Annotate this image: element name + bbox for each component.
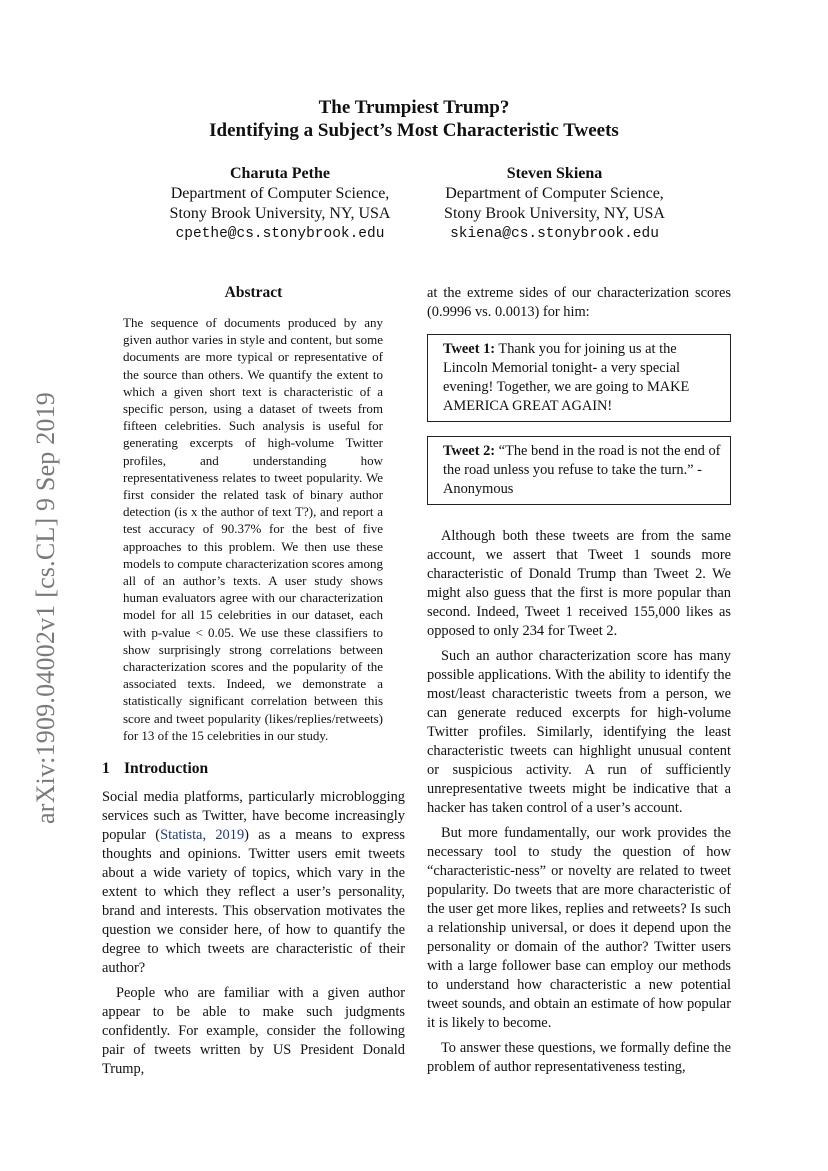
intro-paragraph-3: Although both these tweets are from the same account, we assert that Tweet 1 sounds more characteristic of Donald Trump than Tweet 2. We might also guess that the first is more popular than second. Indeed, Tweet 1 received 155,000 likes as opposed to only 234 for Tweet 2. [427, 528, 731, 639]
intro-paragraph-6: To answer these questions, we formally define the problem of author representativeness testing, [427, 1040, 731, 1075]
section-number: 1 [102, 760, 110, 778]
right-column [427, 284, 731, 1083]
tweet-text: “The bend in the road is not the end of the road unless you refuse to take the turn.” - Anonymous [443, 443, 721, 497]
paper-title [0, 96, 828, 142]
intro-paragraph-5: But more fundamentally, our work provides the necessary tool to study the question of how “characteristic-ness” or novelty are related to tweet popularity. Do tweets that are more characteristic of the user get more likes, replies and retweets? Is such a relationship universal, or does it depend upon the personality or domain of the author? Twitter users with a large follower base can employ our methods to understand how characteristic a new potential tweet sounds, and obtain an estimate of how popular it is likely to become. [427, 825, 731, 1031]
section-heading [102, 760, 405, 778]
intro-paragraph-1 [102, 788, 405, 978]
section-title: Introduction [124, 760, 209, 778]
paragraph-text: Social media platforms, particularly microblogging services such as Twitter, have become increasingly popular ( [102, 789, 405, 844]
author-email: cpethe@cs.stonybrook.edu [175, 226, 385, 242]
continued-paragraph: at the extreme sides of our characterization scores (0.9996 vs. 0.0013) for him: [427, 285, 731, 320]
author-email: skiena@cs.stonybrook.edu [450, 226, 659, 242]
author-block-2 [432, 164, 677, 244]
author-name: Charuta Pethe [230, 165, 330, 182]
left-column [102, 284, 405, 1085]
author-university: Stony Brook University, NY, USA [444, 205, 665, 222]
abstract-heading: Abstract [224, 284, 283, 301]
tweet-text: Thank you for joining us at the Lincoln Memorial tonight- a very special evening! Together, we are going to MAKE AMERICA GREAT AGAIN! [443, 341, 690, 414]
intro-paragraph-4: Such an author characterization score has many possible applications. With the ability to identify the most/least characteristic tweets from a person, we can generate reduced excerpts for high-volume Twitter profiles. Similarly, identifying the least characteristic tweets can highlight unusual content or suspicious activity. A run of sufficiently unrepresentative tweets might be indicative that a hacker has taken control of a user’s account. [427, 648, 731, 816]
author-department: Department of Computer Science, [445, 185, 664, 202]
arxiv-side-stamp: arXiv:1909.04002v1 [cs.CL] 9 Sep 2019 [31, 391, 60, 825]
tweet-box-2 [427, 436, 731, 505]
tweet-label: Tweet 2: [443, 443, 496, 459]
author-university: Stony Brook University, NY, USA [169, 205, 391, 222]
tweet-box-1 [427, 334, 731, 422]
paragraph-text: ) as a means to express thoughts and opinions. Twitter users emit tweets about a wide variety of topics, which vary in the extent to which they reflect a user’s personality, brand and interests. This observation motivates the question we consider here, of how to quantify the degree to which tweets are characteristic of their author? [102, 827, 405, 977]
author-name: Steven Skiena [506, 165, 603, 182]
abstract-text: The sequence of documents produced by any given author varies in style and content, but some documents are more typical or representative of the source than others. We quantify the extent to which a given short text is characteristic of a specific person, using a dataset of tweets from fifteen celebrities. Such analysis is useful for generating excerpts of high-volume Twitter profiles, and understanding how representativeness relates to tweet popularity. We first consider the related task of binary author detection (is x the author of text T?), and report a test accuracy of 90.37% for the best of five approaches to this problem. We then use these models to compute characterization scores among all of an author’s texts. A user study shows human evaluators agree with our characterization model for all 15 celebrities in our dataset, each with p-value < 0.05. We use these classifiers to show surprisingly strong correlations between characterization scores and the popularity of the associated texts. Indeed, we demonstrate a statistically significant correlation between this score and tweet popularity (likes/replies/retweets) for 13 of the 15 celebrities in our study. [123, 315, 383, 743]
tweet-label: Tweet 1: [443, 341, 496, 357]
title-line-1: The Trumpiest Trump? [318, 97, 510, 118]
title-line-2: Identifying a Subject’s Most Characteristic Tweets [209, 120, 619, 141]
citation-link[interactable]: Statista, 2019 [160, 827, 245, 844]
author-block-1 [160, 164, 400, 244]
intro-paragraph-2: People who are familiar with a given author appear to be able to make such judgments confidently. For example, consider the following pair of tweets written by US President Donald Trump, [102, 985, 405, 1078]
author-department: Department of Computer Science, [170, 185, 390, 202]
